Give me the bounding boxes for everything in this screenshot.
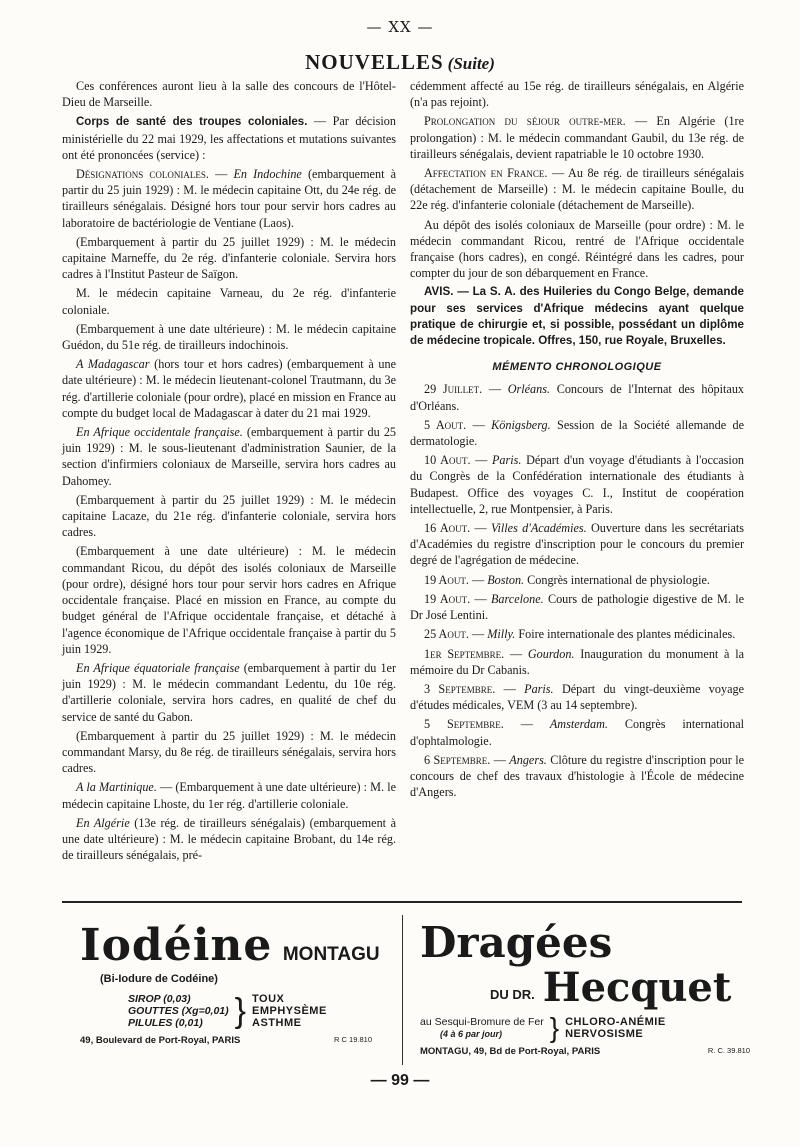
event-text: Congrès international de physiologie.	[524, 572, 710, 587]
event-place: Paris.	[491, 453, 522, 468]
place-name: A la Martinique.	[76, 780, 157, 795]
ad-product-name: Dragées	[420, 918, 613, 967]
event-date: 29 Juillet.	[424, 382, 483, 397]
paragraph: A Madagascar (hors tour et hors cadres) (embarquement à une date ultérieure) : M. le médecin lieutenant-colonel Trautmann, du 3e rég. d'artillerie coloniale (pour ordre), placé en mission en France au compte du budget local de Madagascar à dater du 21 mai 1929.	[62, 357, 396, 420]
paragraph: (Embarquement à partir du 25 juillet 1929) : M. le médecin capitaine Marneffe, du 2e rég. d'infanterie coloniale. Servira hors cadres à l'Institut Pasteur de Saïgon.	[62, 234, 396, 282]
event-text: Foire internationale des plantes médicinales.	[515, 627, 736, 642]
event-text: Congrès international d'ophtalmologie.	[410, 717, 744, 748]
ad-description: au Sesqui-Bromure de Fer	[420, 1016, 544, 1028]
iodeine-advertisement	[80, 920, 390, 1060]
ad-forms	[420, 1014, 750, 1042]
event-date: 1er Septembre.	[424, 646, 505, 661]
brace-glyph: }	[549, 1012, 560, 1043]
paragraph: Prolongation du séjour outre-mer. — En Algérie (1re prolongation) : M. le médecin commandant Gaubil, du 13e rég. de tirailleurs sénégalais, devient rapatriable le 10 octobre 1930.	[410, 114, 745, 161]
event-date: 10 Aout.	[424, 453, 471, 468]
event-text: Départ d'un voyage d'étudiants à l'occasion du Congrès de la Confédération internationale des étudiants à Budapest. Office des voyages C. I., Institut de coopération intellectuelle, 2, rue Montpensier, à Paris.	[410, 453, 745, 516]
event-text: Cours de pathologie digestive de M. le Dr José Lentini.	[410, 591, 745, 623]
event-place: Amsterdam.	[549, 717, 608, 732]
memento-event: 19 Aout. — Barcelone. Cours de pathologie digestive de M. le Dr José Lentini.	[410, 591, 745, 623]
place-name: En Afrique occidentale française.	[76, 425, 243, 440]
ad-address: 49, Boulevard de Port-Royal, PARIS	[80, 1035, 241, 1046]
paragraph: Désignations coloniales. — En Indochine (embarquement à partir du 25 juin 1929) : M. le médecin capitaine Ott, du 24e rég. de tirailleurs sénégalais. Désigné hors tour pour servir hors cadres au laboratoire de bactériologie de Ventiane (Laos).	[62, 167, 396, 230]
event-date: 3 Septembre.	[424, 681, 496, 696]
ad-address: MONTAGU, 49, Bd de Port-Royal, PARIS	[420, 1046, 601, 1057]
event-place: Angers.	[509, 752, 547, 767]
paragraph: Affectation en France. — Au 8e rég. de tirailleurs sénégalais (détachement de Marseille) : M. le médecin capitaine Boulle, du 22e rég. d'infanterie coloniale (détachement de Marseille).	[410, 166, 744, 213]
section-heading: Affectation en France.	[424, 166, 548, 181]
section-heading: Désignations coloniales.	[76, 167, 209, 182]
event-text: Ouverture dans les secrétariats d'Académies du registre d'inscription pour le concours du premier degré de l'agrégation de médecine.	[410, 521, 745, 568]
paragraph: En Afrique équatoriale française (embarquement à partir du 1er juin 1929) : M. le médecin commandant Ledentu, du 10e rég. d'artillerie coloniale, servira hors cadres, en qualité de chef du service de santé du Gabon.	[62, 660, 397, 724]
left-column	[62, 78, 396, 866]
paragraph: cédemment affecté au 15e rég. de tirailleurs sénégalais, en Algérie (n'a pas rejoint).	[410, 79, 744, 110]
paragraph: En Afrique occidentale française. (embarquement à partir du 25 juin 1929) : M. le sous-lieutenant d'administration Saunier, de la section d'infirmiers coloniaux de Marseille, servira hors cadres au Dahomey.	[62, 425, 397, 488]
event-date: 19 Aout.	[424, 572, 469, 587]
dragees-advertisement	[420, 920, 750, 1060]
place-name: En Indochine	[233, 167, 302, 182]
place-name: En Afrique équatoriale française	[76, 660, 240, 675]
memento-event: 16 Aout. — Villes d'Académies. Ouverture dans les secrétariats d'Académies du registre d'inscription pour le concours du premier degré de l'agrégation de médecine.	[410, 521, 745, 568]
event-text: Départ du vingt-deuxième voyage d'études médicales, VEM (3 au 14 septembre).	[410, 681, 744, 713]
ad-separator	[62, 901, 742, 903]
paragraph: M. le médecin capitaine Varneau, du 2e rég. d'infanterie coloniale.	[62, 286, 396, 317]
ad-rc: R C 19.810	[334, 1035, 372, 1044]
event-place: Paris.	[524, 681, 554, 696]
section-heading: Corps de santé des troupes coloniales.	[76, 116, 308, 129]
memento-event: 19 Aout. — Boston. Congrès international de physiologie.	[424, 572, 710, 587]
event-text: Session de la Société allemande de dermatologie.	[410, 417, 745, 449]
ad-product-name: Iodéine	[80, 920, 273, 971]
event-place: Milly.	[487, 627, 516, 642]
ad-indications: TOUX EMPHYSÈME ASTHME	[252, 993, 327, 1029]
right-column	[410, 78, 744, 803]
section-title	[0, 50, 800, 75]
memento-event: 29 Juillet. — Orléans. Concours de l'Internat des hôpitaux d'Orléans.	[410, 382, 745, 413]
paragraph: Ces conférences auront lieu à la salle des concours de l'Hôtel-Dieu de Marseille.	[62, 79, 396, 110]
ad-subtitle: (Bi-Iodure de Codéine)	[100, 973, 218, 985]
event-date: 5 Septembre.	[424, 717, 504, 732]
ad-dose: (4 à 6 par jour)	[440, 1029, 503, 1039]
title-suite: (Suite)	[447, 54, 495, 73]
event-place: Orléans.	[507, 382, 551, 397]
event-place: Boston.	[487, 572, 525, 587]
event-text: Concours de l'Internat des hôpitaux d'Orléans.	[410, 382, 745, 413]
ad-indications: CHLORO-ANÉMIE NERVOSISME	[565, 1016, 666, 1040]
title-main: NOUVELLES	[305, 50, 444, 74]
event-date: 19 Aout.	[424, 591, 471, 606]
paragraph: Au dépôt des isolés coloniaux de Marseille (pour ordre) : M. le médecin commandant Ricou, rentré de l'Afrique occidentale française (hors cadres), en congé. Réintégré dans les cadres, pour compter du jour de son débarquement en France.	[410, 217, 744, 281]
page-number: — 99 —	[370, 1072, 430, 1089]
memento-event: 6 Septembre. — Angers. Clôture du registre d'inscription pour le concours de chef des travaux d'histologie à l'École de médecine d'Angers.	[410, 752, 745, 800]
event-text: Inauguration du monument à la mémoire du Dr Cabanis.	[410, 646, 744, 677]
paragraph: (Embarquement à une date ultérieure) : M. le médecin commandant Ricou, du dépôt des isolés coloniaux de Marseille (pour ordre), désigné hors tour pour servir hors cadres en Afrique occidentale française. Placé en mission en France, au compte du budget général de l'Afrique occidentale française, et détaché à l'agence économique de l'Afrique occidentale française à partir du 5 juin 1929.	[62, 544, 396, 656]
paragraph: (Embarquement à une date ultérieure) : M. le médecin capitaine Guédon, du 51e rég. de tirailleurs indochinois.	[62, 321, 396, 353]
avis-notice: AVIS. — La S. A. des Huileries du Congo Belge, demande pour ses services d'Afrique médecins ayant quelque pratique de chirurgie et, si possible, possédant un diplôme de médecine tropicale. Offres, 150, rue Royale, Bruxelles.	[410, 285, 744, 348]
ad-du-dr: DU DR.	[490, 987, 535, 1002]
memento-event: 5 Aout. — Königsberg. Session de la Société allemande de dermatologie.	[410, 417, 745, 449]
event-text: Clôture du registre d'inscription pour le concours de chef des travaux d'histologie à l'École de médecine d'Angers.	[410, 752, 745, 800]
paragraph: En Algérie (13e rég. de tirailleurs sénégalais) (embarquement à une date ultérieure) : M. le médecin capitaine Brobant, du 14e rég. de tirailleurs sénégalais, pré-	[62, 815, 396, 863]
memento-event: 5 Septembre. — Amsterdam. Congrès international d'ophtalmologie.	[410, 717, 744, 748]
ad-forms	[128, 993, 390, 1029]
event-place: Gourdon.	[527, 646, 575, 661]
memento-event: 25 Aout. — Milly. Foire internationale des plantes médicinales.	[424, 627, 736, 642]
ad-form-list: SIROP (0,03) GOUTTES (Xg=0,01) PILULES (0,01)	[128, 993, 229, 1029]
place-name: En Algérie	[76, 815, 130, 830]
ad-address-line	[420, 1046, 750, 1057]
event-date: 5 Aout.	[424, 417, 467, 432]
paragraph: (Embarquement à partir du 25 juillet 1929) : M. le médecin commandant Marsy, du 8e rég. de tirailleurs sénégalais, servira hors cadres.	[62, 728, 396, 776]
memento-events	[410, 381, 744, 800]
page-header-marker: — XX —	[366, 18, 434, 36]
event-place: Königsberg.	[491, 417, 551, 432]
ad-address-line	[80, 1035, 390, 1046]
brace-glyph: }	[234, 992, 247, 1030]
memento-event: 1er Septembre. — Gourdon. Inauguration du monument à la mémoire du Dr Cabanis.	[410, 646, 744, 677]
place-name: A Madagascar	[76, 357, 150, 372]
event-date: 6 Septembre.	[424, 752, 491, 767]
event-place: Barcelone.	[490, 591, 544, 606]
paragraph: Corps de santé des troupes coloniales. — Par décision ministérielle du 22 mai 1929, les affectations et mutations suivantes ont été prononcées (service) :	[62, 114, 396, 162]
event-date: 16 Aout.	[424, 521, 471, 536]
section-heading: Prolongation du séjour outre-mer.	[424, 114, 626, 129]
ad-divider	[402, 915, 403, 1065]
event-place: Villes d'Académies.	[490, 521, 587, 536]
memento-title: MÉMENTO CHRONOLOGIQUE	[492, 361, 662, 374]
ad-rc: R. C. 39.810	[707, 1046, 750, 1055]
ad-brand: MONTAGU	[282, 944, 380, 965]
event-date: 25 Aout.	[424, 627, 469, 642]
ad-brand: Hecquet	[542, 964, 732, 1011]
paragraph: A la Martinique. — (Embarquement à une date ultérieure) : M. le médecin capitaine Lhoste, du 1er rég. d'artillerie coloniale.	[62, 780, 396, 811]
memento-event: 3 Septembre. — Paris. Départ du vingt-deuxième voyage d'études médicales, VEM (3 au 14 septembre).	[410, 681, 744, 713]
memento-event: 10 Aout. — Paris. Départ d'un voyage d'étudiants à l'occasion du Congrès de la Confédération internationale des étudiants à Budapest. Office des voyages C. I., Institut de coopération intellectuelle, 2, rue Montpensier, à Paris.	[410, 453, 745, 516]
paragraph: (Embarquement à partir du 25 juillet 1929) : M. le médecin capitaine Lacaze, du 21e rég. d'infanterie coloniale, servira hors cadres.	[62, 492, 396, 540]
